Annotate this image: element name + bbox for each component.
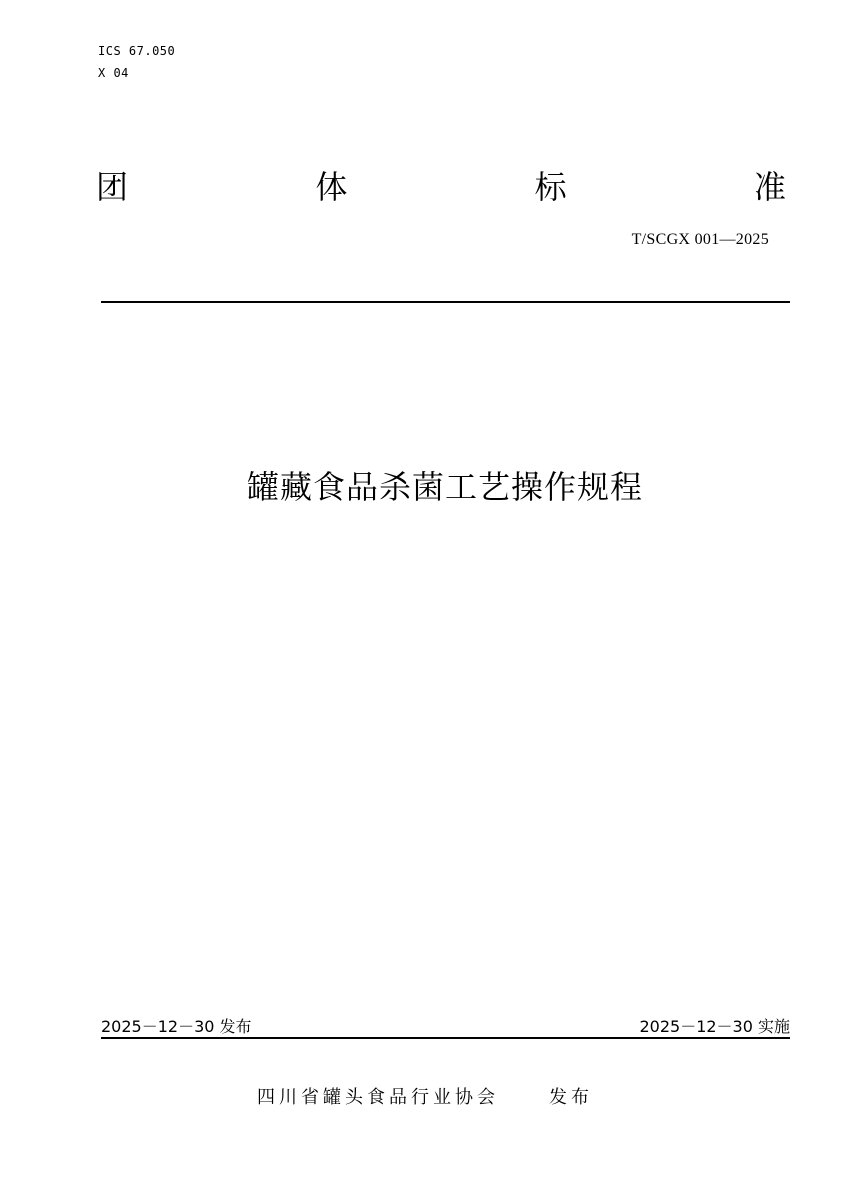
- standard-type-heading: [96, 163, 786, 207]
- implementation-date: 2025－12－30 实施: [639, 1017, 790, 1036]
- top-divider: [101, 301, 790, 303]
- publisher-organization: 四川省罐头食品行业协会: [257, 1087, 499, 1108]
- publisher-action: 发布: [549, 1087, 593, 1108]
- issue-date: 2025－12－30 发布: [101, 1017, 252, 1036]
- standard-type-char: 标: [534, 168, 567, 206]
- bottom-divider: [101, 1037, 790, 1039]
- ics-code: ICS 67.050: [98, 44, 176, 58]
- standard-type-char: 体: [315, 168, 348, 206]
- standard-code: T/SCGX 001—2025: [631, 231, 769, 248]
- standard-type-char: 团: [96, 168, 129, 206]
- standard-type-char: 准: [753, 168, 786, 206]
- cn-classification-code: X 04: [98, 66, 129, 80]
- publisher-line: [0, 1083, 850, 1109]
- document-title: 罐藏食品杀菌工艺操作规程: [246, 468, 643, 506]
